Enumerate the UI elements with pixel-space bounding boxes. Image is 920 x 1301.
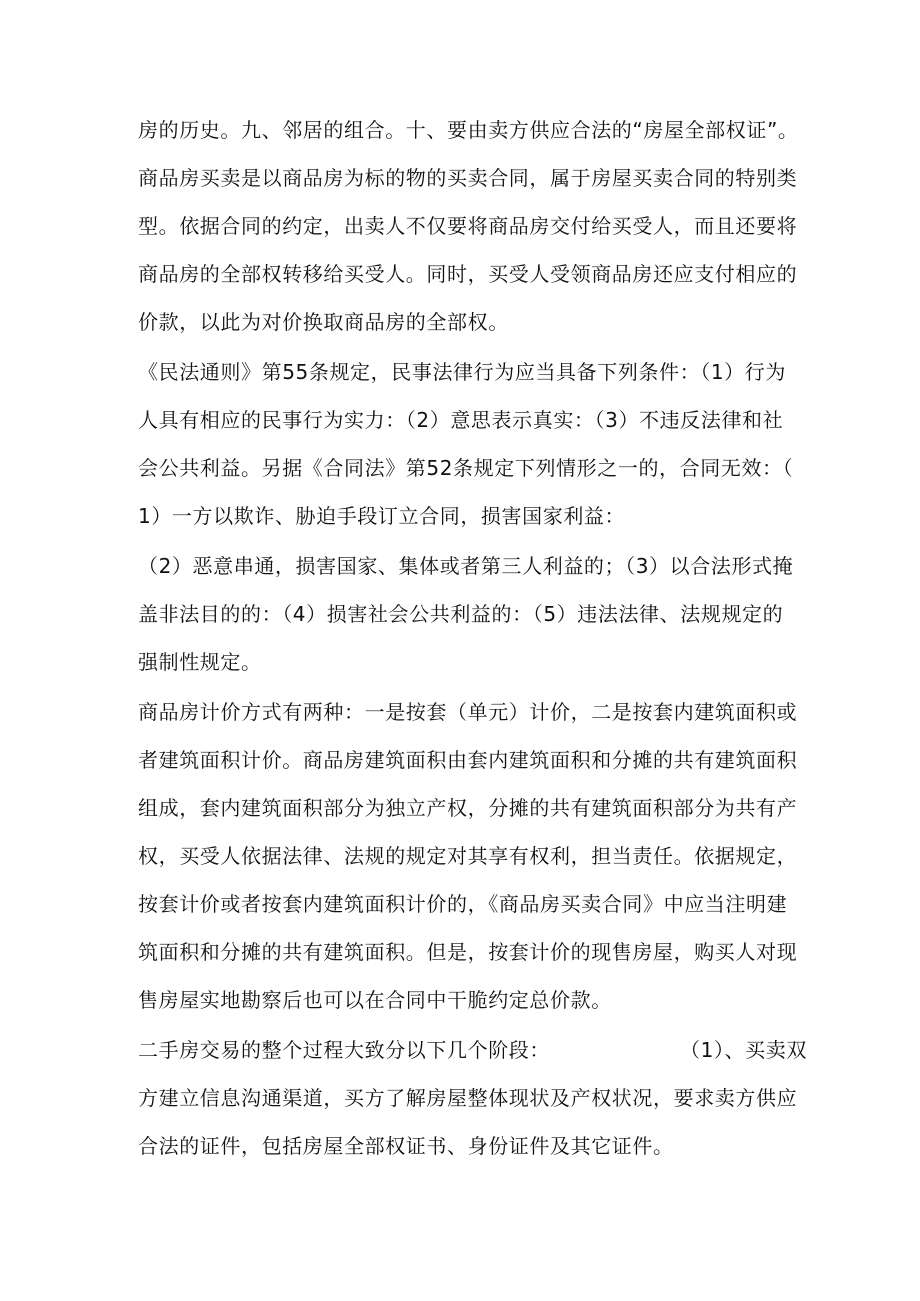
text-line: 房的历史。九、邻居的组合。十、要由卖方供应合法的“房屋全部权证”。	[138, 118, 799, 142]
text-line: 组成，套内建筑面积部分为独立产权，分摊的共有建筑面积部分为共有产	[138, 796, 798, 820]
text-line: 盖非法目的的：（4）损害社会公共利益的：（5）违法法律、法规规定的	[138, 602, 784, 626]
text-line: 筑面积和分摊的共有建筑面积。但是，按套计价的现售房屋，购买人对现	[138, 940, 798, 964]
text-line: 会公共利益。另据《合同法》第52条规定下列情形之一的，合同无效：（	[138, 456, 794, 480]
text-line: 按套计价或者按套内建筑面积计价的，《商品房买卖合同》中应当注明建	[138, 892, 788, 916]
text-line: 1）一方以欺诈、胁迫手段订立合同，损害国家利益：	[138, 504, 626, 528]
text-line: 《民法通则》第55条规定，民事法律行为应当具备下列条件：（1）行为	[138, 360, 786, 384]
text-line: 权，买受人依据法律、法规的规定对其享有权利，担当责任。依据规定，	[138, 844, 798, 868]
text-line: 商品房计价方式有两种：一是按套（单元）计价，二是按套内建筑面积或	[138, 700, 798, 724]
text-line: 合法的证件，包括房屋全部权证书、身份证件及其它证件。	[138, 1134, 674, 1158]
text-line: 型。依据合同的约定，出卖人不仅要将商品房交付给买受人，而且还要将	[138, 214, 798, 238]
text-line: 方建立信息沟通渠道，买方了解房屋整体现状及产权状况，要求卖方供应	[138, 1086, 798, 1110]
text-line: 价款，以此为对价换取商品房的全部权。	[138, 310, 509, 334]
text-line: 者建筑面积计价。商品房建筑面积由套内建筑面积和分摊的共有建筑面积	[138, 748, 798, 772]
text-segment: 二手房交易的整个过程大致分以下几个阶段：	[138, 1038, 550, 1062]
text-line: 人具有相应的民事行为实力：（2）意思表示真实：（3）不违反法律和社	[138, 408, 784, 432]
text-line: 强制性规定。	[138, 650, 262, 674]
text-line: 商品房的全部权转移给买受人。同时，买受人受领商品房还应支付相应的	[138, 262, 798, 286]
text-line-with-gap	[138, 1038, 807, 1062]
text-line: 售房屋实地勘察后也可以在合同中干脆约定总价款。	[138, 988, 612, 1012]
text-segment: （1）、买卖双	[680, 1038, 807, 1062]
text-line: 商品房买卖是以商品房为标的物的买卖合同，属于房屋买卖合同的特别类	[138, 166, 798, 190]
text-line: （2）恶意串通，损害国家、集体或者第三人利益的；（3）以合法形式掩	[138, 554, 794, 578]
